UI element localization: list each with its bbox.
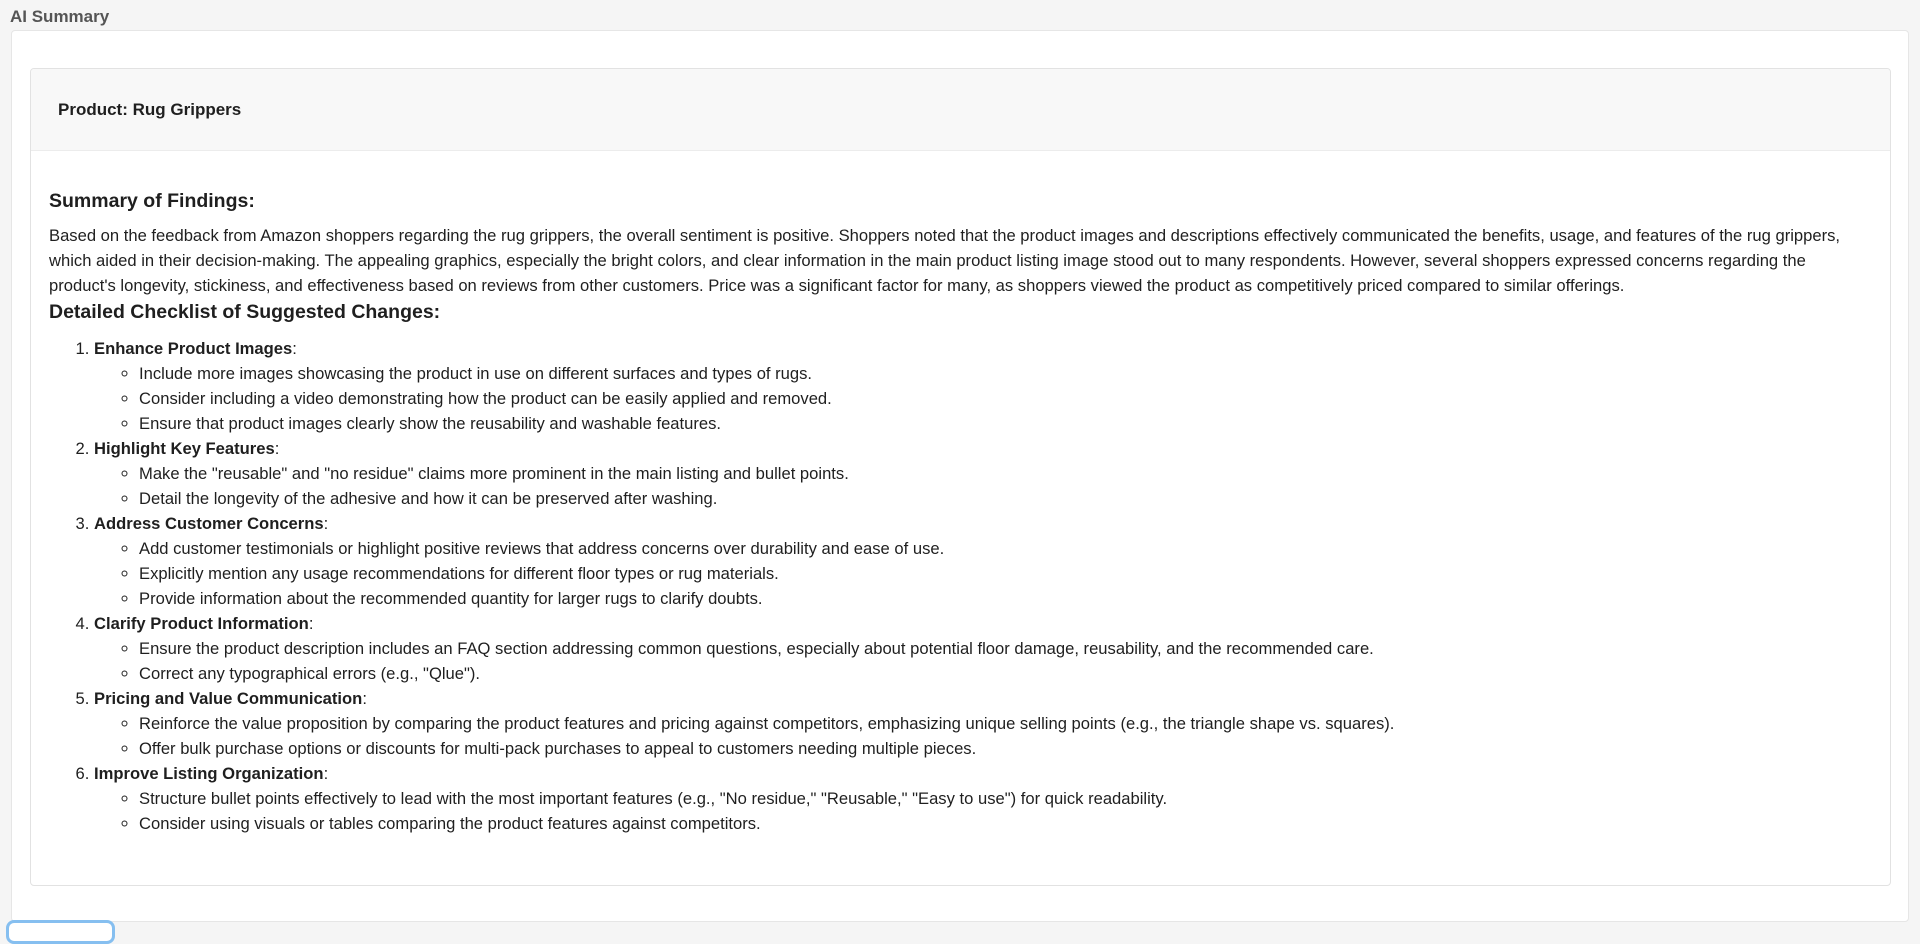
checklist-item-title: Improve Listing Organization <box>94 764 324 783</box>
section-title: AI Summary <box>10 7 110 26</box>
checklist-item-title: Highlight Key Features <box>94 439 275 458</box>
summary-panel <box>11 30 1909 922</box>
checklist-point: ◦ Structure bullet points effectively to lead with the most important features (e.g., "No residue," "Reusable," "Easy to use") for quick readability. <box>139 786 1872 811</box>
checklist-item: 4. Clarify Product Information: ◦ Ensure the product description includes an FAQ section addressing common questions, especially about potential floor damage, reusability, and the recommended care. ◦ Correct any typographical errors (e.g., "Qlue"). <box>94 611 1872 686</box>
checklist-item-title: Pricing and Value Communication <box>94 689 363 708</box>
checklist-item-title: Clarify Product Information <box>94 614 309 633</box>
checklist-point: ◦ Consider using visuals or tables comparing the product features against competitors. <box>139 811 1872 836</box>
card-body <box>31 151 1890 836</box>
checklist-point: ◦ Include more images showcasing the product in use on different surfaces and types of rugs. <box>139 361 1872 386</box>
card-header <box>31 69 1890 151</box>
checklist-item: 1. Enhance Product Images: ◦ Include more images showcasing the product in use on different surfaces and types of rugs. ◦ Consider including a video demonstrating how the product can be easily applied and removed. ◦ Ensure that product images clearly show the reusability and washable features. <box>94 336 1872 436</box>
summary-card <box>30 68 1891 886</box>
checklist-sub-list <box>94 636 1872 686</box>
checklist-point: ◦ Detail the longevity of the adhesive and how it can be preserved after washing. <box>139 486 1872 511</box>
checklist-item: 6. Improve Listing Organization: ◦ Structure bullet points effectively to lead with the most important features (e.g., "No residue," "Reusable," "Easy to use") for quick readability. ◦ Consider using visuals or tables comparing the product features against competitors. <box>94 761 1872 836</box>
checklist-point: ◦ Consider including a video demonstrating how the product can be easily applied and removed. <box>139 386 1872 411</box>
checklist-sub-list <box>94 361 1872 436</box>
checklist-heading: Detailed Checklist of Suggested Changes: <box>49 301 441 323</box>
findings-paragraph: Based on the feedback from Amazon shoppers regarding the rug grippers, the overall sentiment is positive. Shoppers noted that the product images and descriptions effectively communicated the benefits, usage, and features of the rug grippers, which aided in their decision-making. The appealing graphics, especially the bright colors, and clear information in the main product listing image stood out to many respondents. However, several shoppers expressed concerns regarding the product's longevity, stickiness, and effectiveness based on reviews from other customers. Price was a significant factor for many, as shoppers viewed the product as competitively priced compared to similar offerings. <box>49 226 1841 295</box>
checklist-point: ◦ Add customer testimonials or highlight positive reviews that address concerns over durability and ease of use. <box>139 536 1872 561</box>
checklist-sub-list <box>94 786 1872 836</box>
checklist-point: ◦ Make the "reusable" and "no residue" claims more prominent in the main listing and bullet points. <box>139 461 1872 486</box>
checklist-item-title: Address Customer Concerns <box>94 514 324 533</box>
checklist-point: ◦ Ensure the product description includes an FAQ section addressing common questions, especially about potential floor damage, reusability, and the recommended care. <box>139 636 1872 661</box>
product-label: Product: Rug Grippers <box>58 99 242 119</box>
focused-button[interactable] <box>6 920 115 944</box>
checklist-sub-list <box>94 536 1872 611</box>
checklist-point: ◦ Provide information about the recommended quantity for larger rugs to clarify doubts. <box>139 586 1872 611</box>
checklist-item: 2. Highlight Key Features: ◦ Make the "reusable" and "no residue" claims more prominent in the main listing and bullet points. ◦ Detail the longevity of the adhesive and how it can be preserved after washing. <box>94 436 1872 511</box>
checklist-point: ◦ Correct any typographical errors (e.g., "Qlue"). <box>139 661 1872 686</box>
checklist-sub-list <box>94 711 1872 761</box>
checklist-item: 5. Pricing and Value Communication: ◦ Reinforce the value proposition by comparing the product features and pricing against competitors, emphasizing unique selling points (e.g., the triangle shape vs. squares). ◦ Offer bulk purchase options or discounts for multi-pack purchases to appeal to customers needing multiple pieces. <box>94 686 1872 761</box>
findings-heading: Summary of Findings: <box>49 190 255 212</box>
checklist-item-title: Enhance Product Images <box>94 339 293 358</box>
checklist-point: ◦ Offer bulk purchase options or discounts for multi-pack purchases to appeal to customers needing multiple pieces. <box>139 736 1872 761</box>
checklist-point: ◦ Reinforce the value proposition by comparing the product features and pricing against competitors, emphasizing unique selling points (e.g., the triangle shape vs. squares). <box>139 711 1872 736</box>
checklist <box>49 336 1872 836</box>
checklist-point: ◦ Explicitly mention any usage recommendations for different floor types or rug materials. <box>139 561 1872 586</box>
checklist-point: ◦ Ensure that product images clearly show the reusability and washable features. <box>139 411 1872 436</box>
checklist-item: 3. Address Customer Concerns: ◦ Add customer testimonials or highlight positive reviews that address concerns over durability and ease of use. ◦ Explicitly mention any usage recommendations for different floor types or rug materials. ◦ Provide information about the recommended quantity for larger rugs to clarify doubts. <box>94 511 1872 611</box>
checklist-sub-list <box>94 461 1872 511</box>
